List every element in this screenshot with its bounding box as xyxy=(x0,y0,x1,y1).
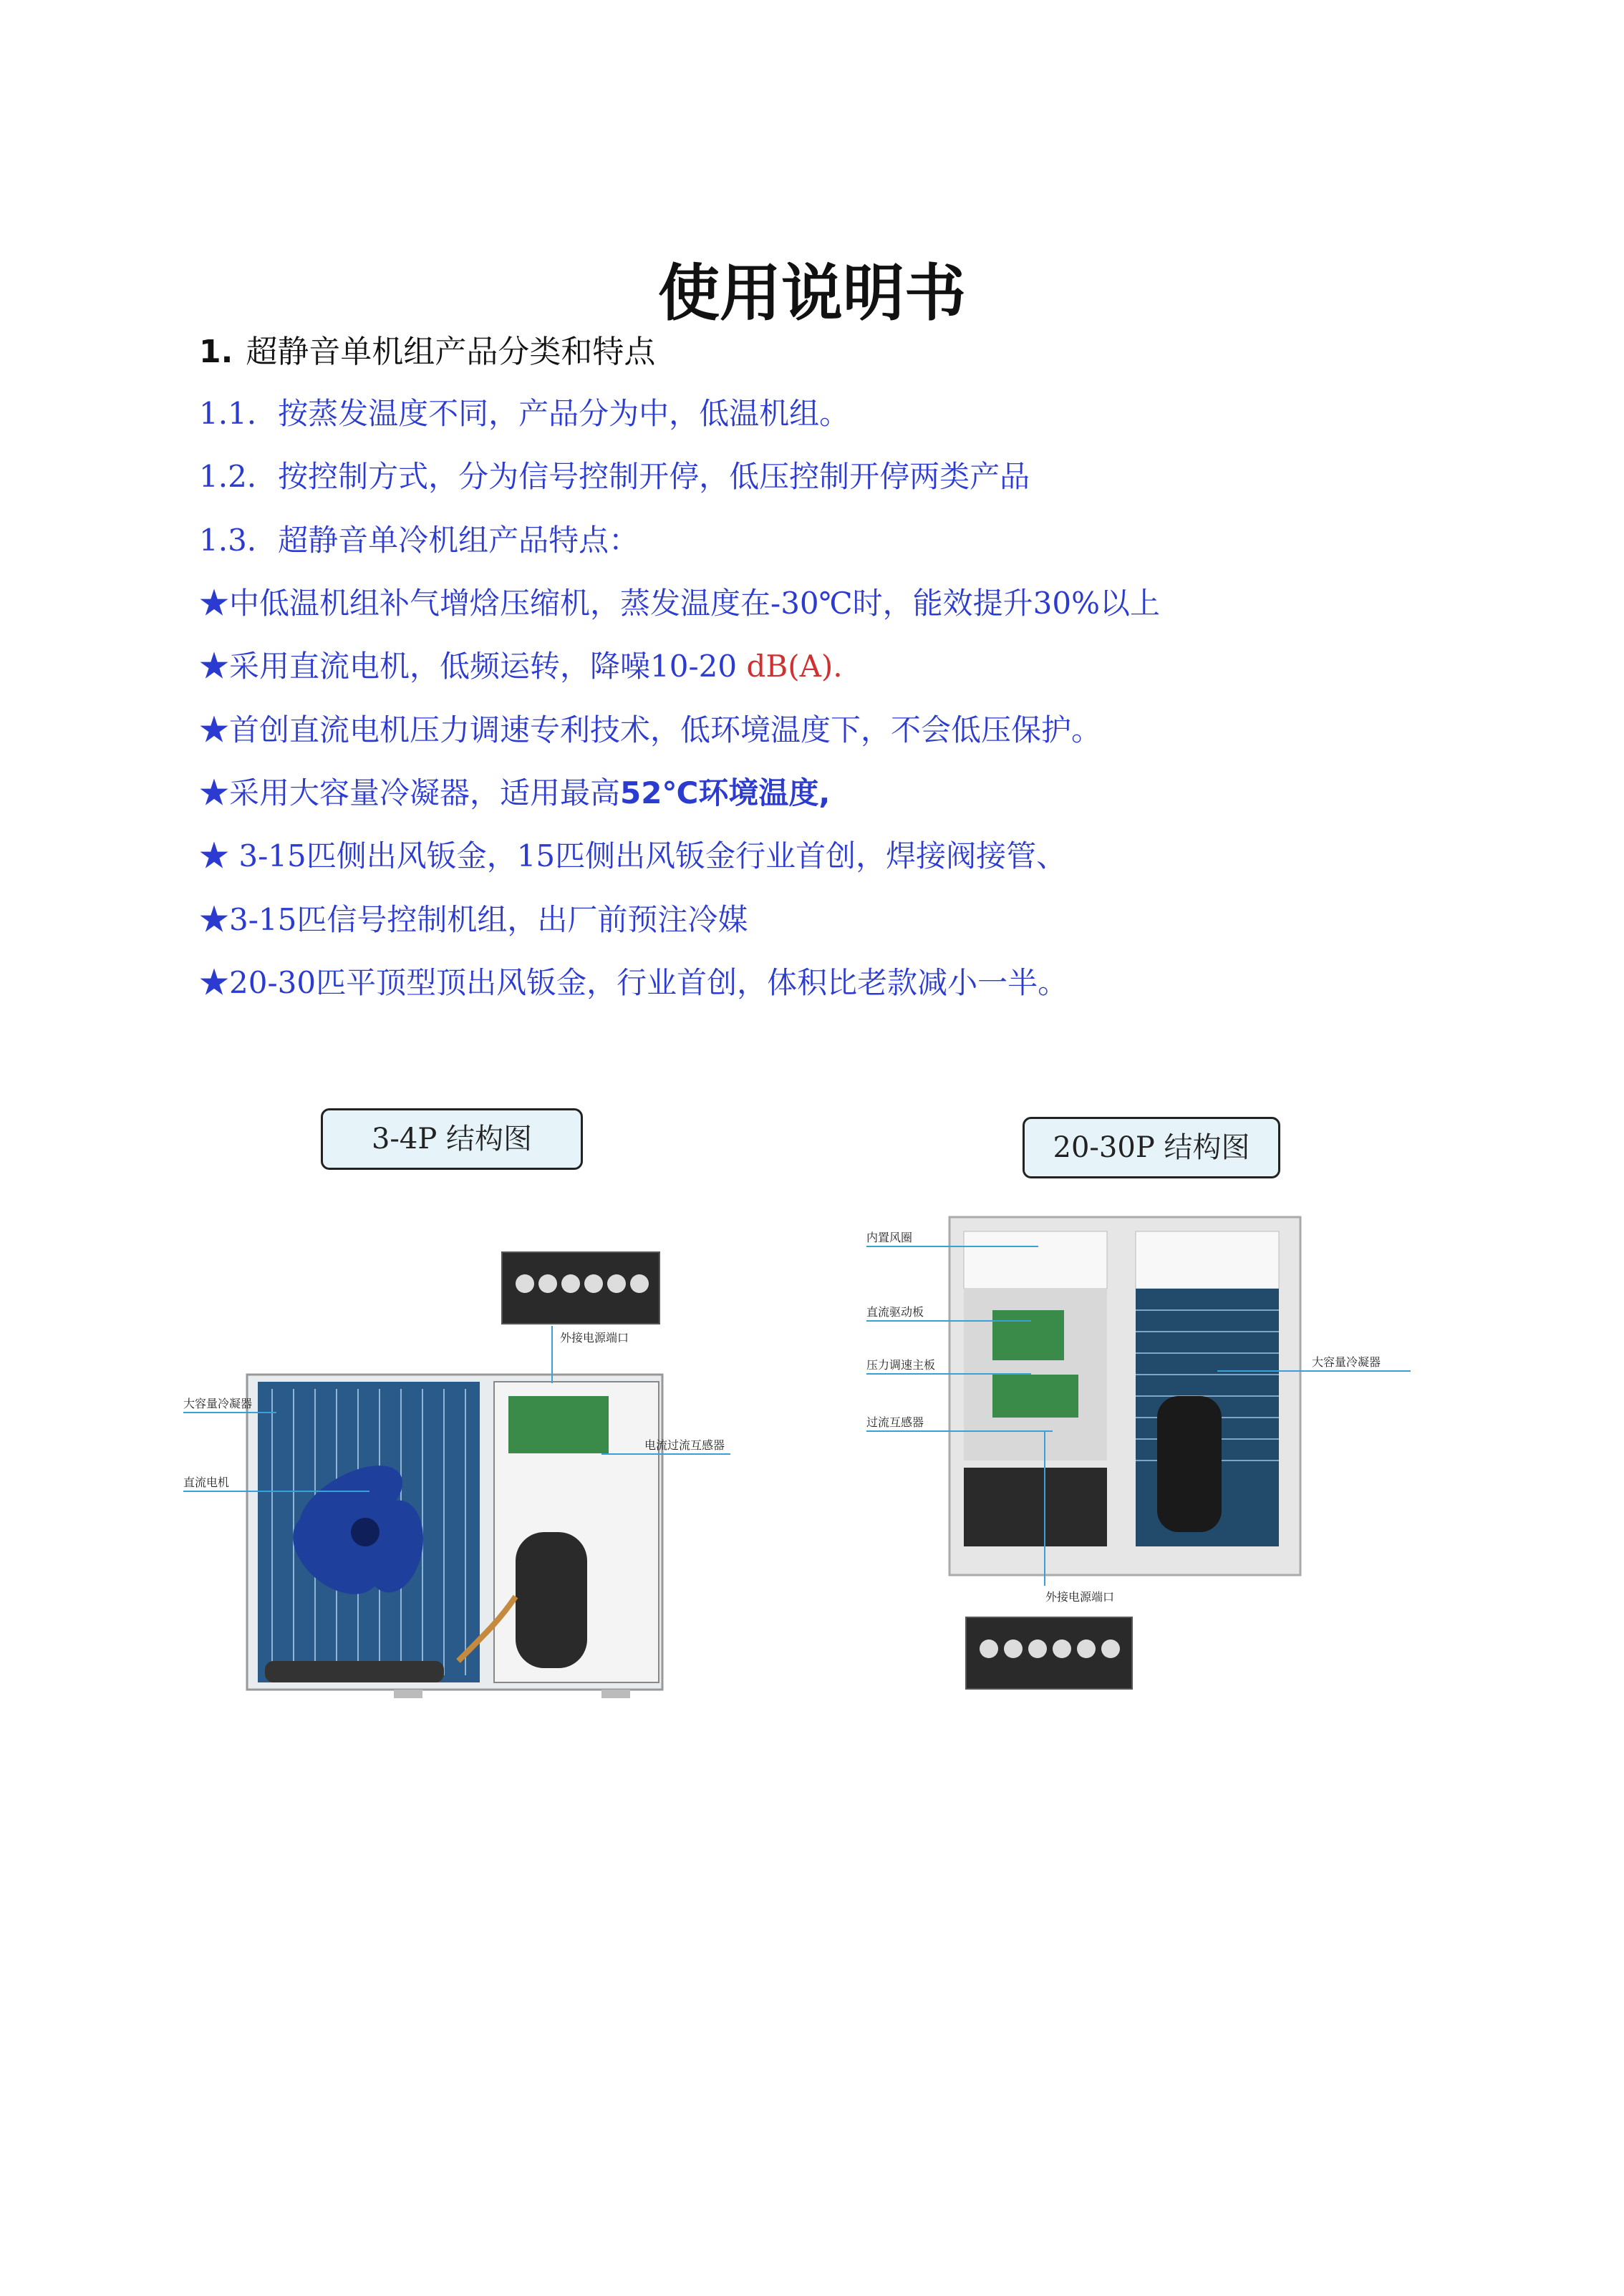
section-heading-text: 超静音单机组产品分类和特点 xyxy=(246,334,656,370)
item-text: 按控制方式，分为信号控制开停，低压控制开停两类产品 xyxy=(278,459,1030,494)
item-1-1 xyxy=(199,390,849,433)
callout-current-sensor: 电流过流互感器 xyxy=(644,1438,725,1452)
unit-3-4p-image xyxy=(243,1360,687,1718)
feature-2-unit: dB(A). xyxy=(746,649,843,684)
callout-condenser: 大容量冷凝器 xyxy=(183,1397,253,1410)
item-text: 按蒸发温度不同，产品分为中，低温机组。 xyxy=(278,396,850,431)
item-number: 1.2. xyxy=(199,459,257,494)
callout-power-port: 外接电源端口 xyxy=(1045,1590,1115,1604)
terminal-block-image xyxy=(501,1251,660,1324)
callout-dc-board: 直流驱动板 xyxy=(866,1305,924,1319)
page-title: 使用说明书 xyxy=(658,258,966,329)
feature-4-text: ★采用大容量冷凝器，适用最高 xyxy=(199,775,621,810)
feature-4 xyxy=(199,770,830,813)
item-1-2 xyxy=(199,453,1030,496)
unit-20-30p-image xyxy=(942,1210,1315,1582)
section-heading xyxy=(199,326,655,372)
feature-4-emphasis: 52℃环境温度, xyxy=(620,775,831,810)
figure-left-label: 3-4P 结构图 xyxy=(321,1108,583,1170)
callout-condenser: 大容量冷凝器 xyxy=(1312,1355,1381,1369)
feature-6: ★3-15匹信号控制机组，出厂前预注冷媒 xyxy=(199,902,748,937)
feature-7: ★20-30匹平顶型顶出风钣金，行业首创，体积比老款减小一半。 xyxy=(199,965,1068,1000)
feature-2-text: ★采用直流电机，低频运转，降噪10-20 xyxy=(199,649,747,684)
callout-power-port: 外接电源端口 xyxy=(560,1331,629,1345)
terminal-block-image xyxy=(965,1617,1133,1690)
feature-2 xyxy=(199,643,843,686)
callout-current-sensor: 过流互感器 xyxy=(866,1415,924,1429)
feature-1: ★中低温机组补气增焓压缩机，蒸发温度在-30℃时，能效提升30%以上 xyxy=(199,586,1160,621)
section-number: 1. xyxy=(199,334,233,370)
feature-5: ★ 3-15匹侧出风钣金，15匹侧出风钣金行业首创，焊接阀接管、 xyxy=(199,838,1067,873)
feature-3: ★首创直流电机压力调速专利技术，低环境温度下，不会低压保护。 xyxy=(199,712,1102,747)
item-1-3 xyxy=(199,517,639,560)
figure-right-label: 20-30P 结构图 xyxy=(1023,1117,1280,1178)
callout-fan-ring: 内置风圈 xyxy=(866,1231,913,1244)
item-number: 1.3. xyxy=(199,523,257,558)
item-text: 超静音单冷机组产品特点： xyxy=(278,523,639,558)
callout-dc-motor: 直流电机 xyxy=(183,1476,230,1489)
callout-pressure-board: 压力调速主板 xyxy=(866,1358,936,1372)
item-number: 1.1. xyxy=(199,396,257,431)
